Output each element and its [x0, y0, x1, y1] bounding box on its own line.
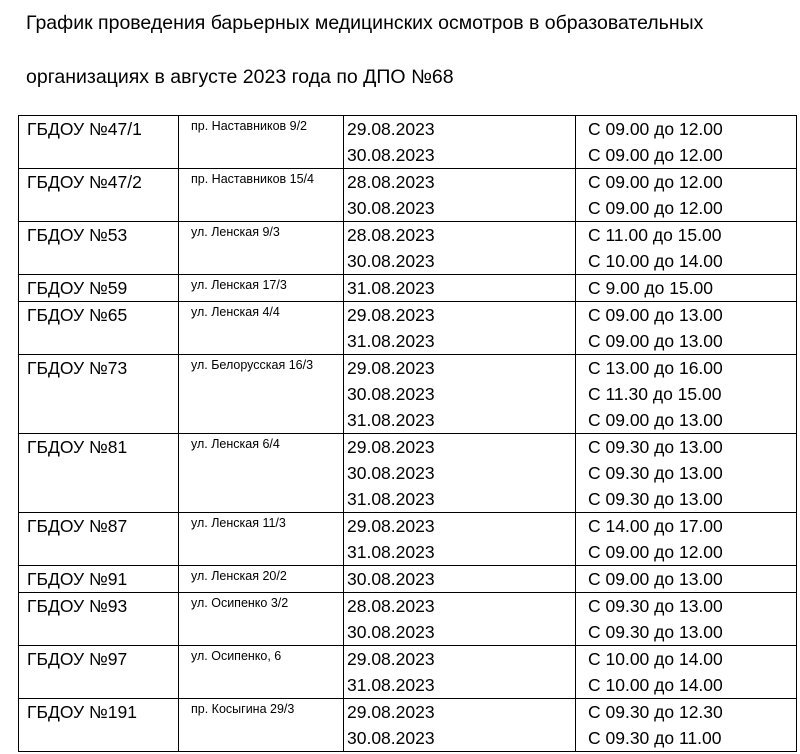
times-cell — [576, 566, 797, 593]
table-row — [19, 169, 797, 222]
exam-date: 29.08.2023 — [347, 119, 435, 139]
exam-time: С 09.30 до 12.30 — [588, 702, 723, 722]
times-cell — [576, 355, 797, 434]
address-cell — [179, 222, 344, 275]
exam-time: С 09.00 до 13.00 — [588, 331, 723, 351]
exam-date: 30.08.2023 — [347, 463, 435, 483]
exam-time: С 11.30 до 15.00 — [588, 384, 722, 404]
table-row — [19, 593, 797, 646]
dates-cell — [344, 355, 576, 434]
institution-name: ГБДОУ №73 — [27, 358, 128, 378]
exam-time: С 13.00 до 16.00 — [588, 358, 723, 378]
dates-cell — [344, 513, 576, 566]
exam-time: С 10.00 до 14.00 — [588, 675, 723, 695]
institution-cell — [19, 699, 179, 752]
exam-date: 29.08.2023 — [347, 437, 435, 457]
exam-date: 30.08.2023 — [347, 198, 435, 218]
institution-name: ГБДОУ №59 — [27, 278, 128, 298]
institution-address: ул. Белорусская 16/3 — [191, 358, 314, 372]
table-row — [19, 275, 797, 302]
address-cell — [179, 275, 344, 302]
table-row — [19, 566, 797, 593]
exam-time: С 09.30 до 13.00 — [588, 489, 723, 509]
institution-address: пр. Наставников 15/4 — [191, 172, 314, 186]
table-row — [19, 355, 797, 434]
institution-name: ГБДОУ №97 — [27, 649, 128, 669]
address-cell — [179, 566, 344, 593]
times-cell — [576, 169, 797, 222]
schedule-table — [18, 115, 797, 752]
table-row — [19, 513, 797, 566]
exam-time: С 09.00 до 13.00 — [588, 410, 723, 430]
institution-address: ул. Ленская 11/3 — [191, 516, 286, 530]
times-cell — [576, 222, 797, 275]
institution-cell — [19, 222, 179, 275]
institution-address: ул. Ленская 17/3 — [191, 278, 287, 292]
institution-name: ГБДОУ №93 — [27, 596, 128, 616]
institution-address: ул. Ленская 9/3 — [191, 225, 280, 239]
exam-time: С 09.30 до 13.00 — [588, 622, 723, 642]
exam-time: С 09.00 до 12.00 — [588, 198, 723, 218]
exam-time: С 09.00 до 12.00 — [588, 145, 723, 165]
exam-date: 28.08.2023 — [347, 172, 435, 192]
dates-cell — [344, 302, 576, 355]
times-cell — [576, 513, 797, 566]
exam-date: 30.08.2023 — [347, 622, 435, 642]
institution-cell — [19, 355, 179, 434]
exam-date: 31.08.2023 — [347, 410, 435, 430]
institution-name: ГБДОУ №87 — [27, 516, 128, 536]
dates-cell — [344, 116, 576, 169]
times-cell — [576, 434, 797, 513]
address-cell — [179, 434, 344, 513]
times-cell — [576, 593, 797, 646]
institution-address: ул. Ленская 4/4 — [191, 305, 280, 319]
institution-name: ГБДОУ №47/1 — [27, 119, 142, 139]
document-title-line-2: организациях в августе 2023 года по ДПО №68 — [26, 66, 454, 88]
address-cell — [179, 699, 344, 752]
institution-address: пр. Косыгина 29/3 — [191, 702, 295, 716]
exam-time: С 09.30 до 11.00 — [588, 728, 722, 748]
exam-date: 30.08.2023 — [347, 384, 435, 404]
table-row — [19, 116, 797, 169]
exam-date: 31.08.2023 — [347, 331, 435, 351]
exam-date: 29.08.2023 — [347, 702, 435, 722]
exam-date: 30.08.2023 — [347, 251, 435, 271]
table-row — [19, 646, 797, 699]
exam-time: С 14.00 до 17.00 — [588, 516, 723, 536]
institution-cell — [19, 434, 179, 513]
dates-cell — [344, 169, 576, 222]
exam-date: 28.08.2023 — [347, 225, 435, 245]
exam-time: С 09.00 до 12.00 — [588, 119, 723, 139]
institution-name: ГБДОУ №65 — [27, 305, 128, 325]
exam-date: 30.08.2023 — [347, 145, 435, 165]
exam-date: 29.08.2023 — [347, 305, 435, 325]
institution-address: пр. Наставников 9/2 — [191, 119, 308, 133]
institution-cell — [19, 275, 179, 302]
exam-date: 30.08.2023 — [347, 728, 435, 748]
exam-time: С 9.00 до 15.00 — [588, 278, 714, 298]
exam-date: 29.08.2023 — [347, 358, 435, 378]
times-cell — [576, 116, 797, 169]
document-title-line-1: График проведения барьерных медицинских осмотров в образовательных — [26, 12, 704, 34]
institution-address: ул. Осипенко, 6 — [191, 649, 282, 663]
exam-time: С 09.00 до 13.00 — [588, 569, 723, 589]
times-cell — [576, 302, 797, 355]
institution-cell — [19, 169, 179, 222]
dates-cell — [344, 593, 576, 646]
exam-date: 31.08.2023 — [347, 278, 435, 298]
institution-name: ГБДОУ №191 — [27, 702, 137, 722]
address-cell — [179, 116, 344, 169]
institution-address: ул. Ленская 20/2 — [191, 569, 287, 583]
institution-address: ул. Осипенко 3/2 — [191, 596, 289, 610]
dates-cell — [344, 434, 576, 513]
exam-time: С 09.30 до 13.00 — [588, 596, 723, 616]
institution-cell — [19, 593, 179, 646]
exam-date: 31.08.2023 — [347, 542, 435, 562]
exam-time: С 09.00 до 13.00 — [588, 305, 723, 325]
address-cell — [179, 513, 344, 566]
schedule-table-body — [19, 116, 797, 752]
institution-cell — [19, 513, 179, 566]
address-cell — [179, 646, 344, 699]
institution-cell — [19, 116, 179, 169]
exam-date: 30.08.2023 — [347, 569, 435, 589]
table-row — [19, 222, 797, 275]
institution-cell — [19, 566, 179, 593]
table-row — [19, 302, 797, 355]
times-cell — [576, 699, 797, 752]
dates-cell — [344, 566, 576, 593]
table-row — [19, 699, 797, 752]
exam-time: С 11.00 до 15.00 — [588, 225, 722, 245]
address-cell — [179, 169, 344, 222]
exam-date: 31.08.2023 — [347, 489, 435, 509]
exam-date: 29.08.2023 — [347, 516, 435, 536]
times-cell — [576, 646, 797, 699]
exam-time: С 09.00 до 12.00 — [588, 542, 723, 562]
times-cell — [576, 275, 797, 302]
institution-name: ГБДОУ №81 — [27, 437, 128, 457]
table-row — [19, 434, 797, 513]
address-cell — [179, 302, 344, 355]
exam-date: 31.08.2023 — [347, 675, 435, 695]
institution-cell — [19, 302, 179, 355]
address-cell — [179, 593, 344, 646]
institution-name: ГБДОУ №53 — [27, 225, 128, 245]
institution-name: ГБДОУ №47/2 — [27, 172, 142, 192]
exam-time: С 09.30 до 13.00 — [588, 463, 723, 483]
dates-cell — [344, 275, 576, 302]
exam-time: С 10.00 до 14.00 — [588, 251, 723, 271]
institution-address: ул. Ленская 6/4 — [191, 437, 280, 451]
exam-time: С 10.00 до 14.00 — [588, 649, 723, 669]
address-cell — [179, 355, 344, 434]
dates-cell — [344, 646, 576, 699]
institution-cell — [19, 646, 179, 699]
exam-time: С 09.30 до 13.00 — [588, 437, 723, 457]
dates-cell — [344, 222, 576, 275]
exam-date: 29.08.2023 — [347, 649, 435, 669]
dates-cell — [344, 699, 576, 752]
exam-date: 28.08.2023 — [347, 596, 435, 616]
exam-time: С 09.00 до 12.00 — [588, 172, 723, 192]
institution-name: ГБДОУ №91 — [27, 569, 128, 589]
